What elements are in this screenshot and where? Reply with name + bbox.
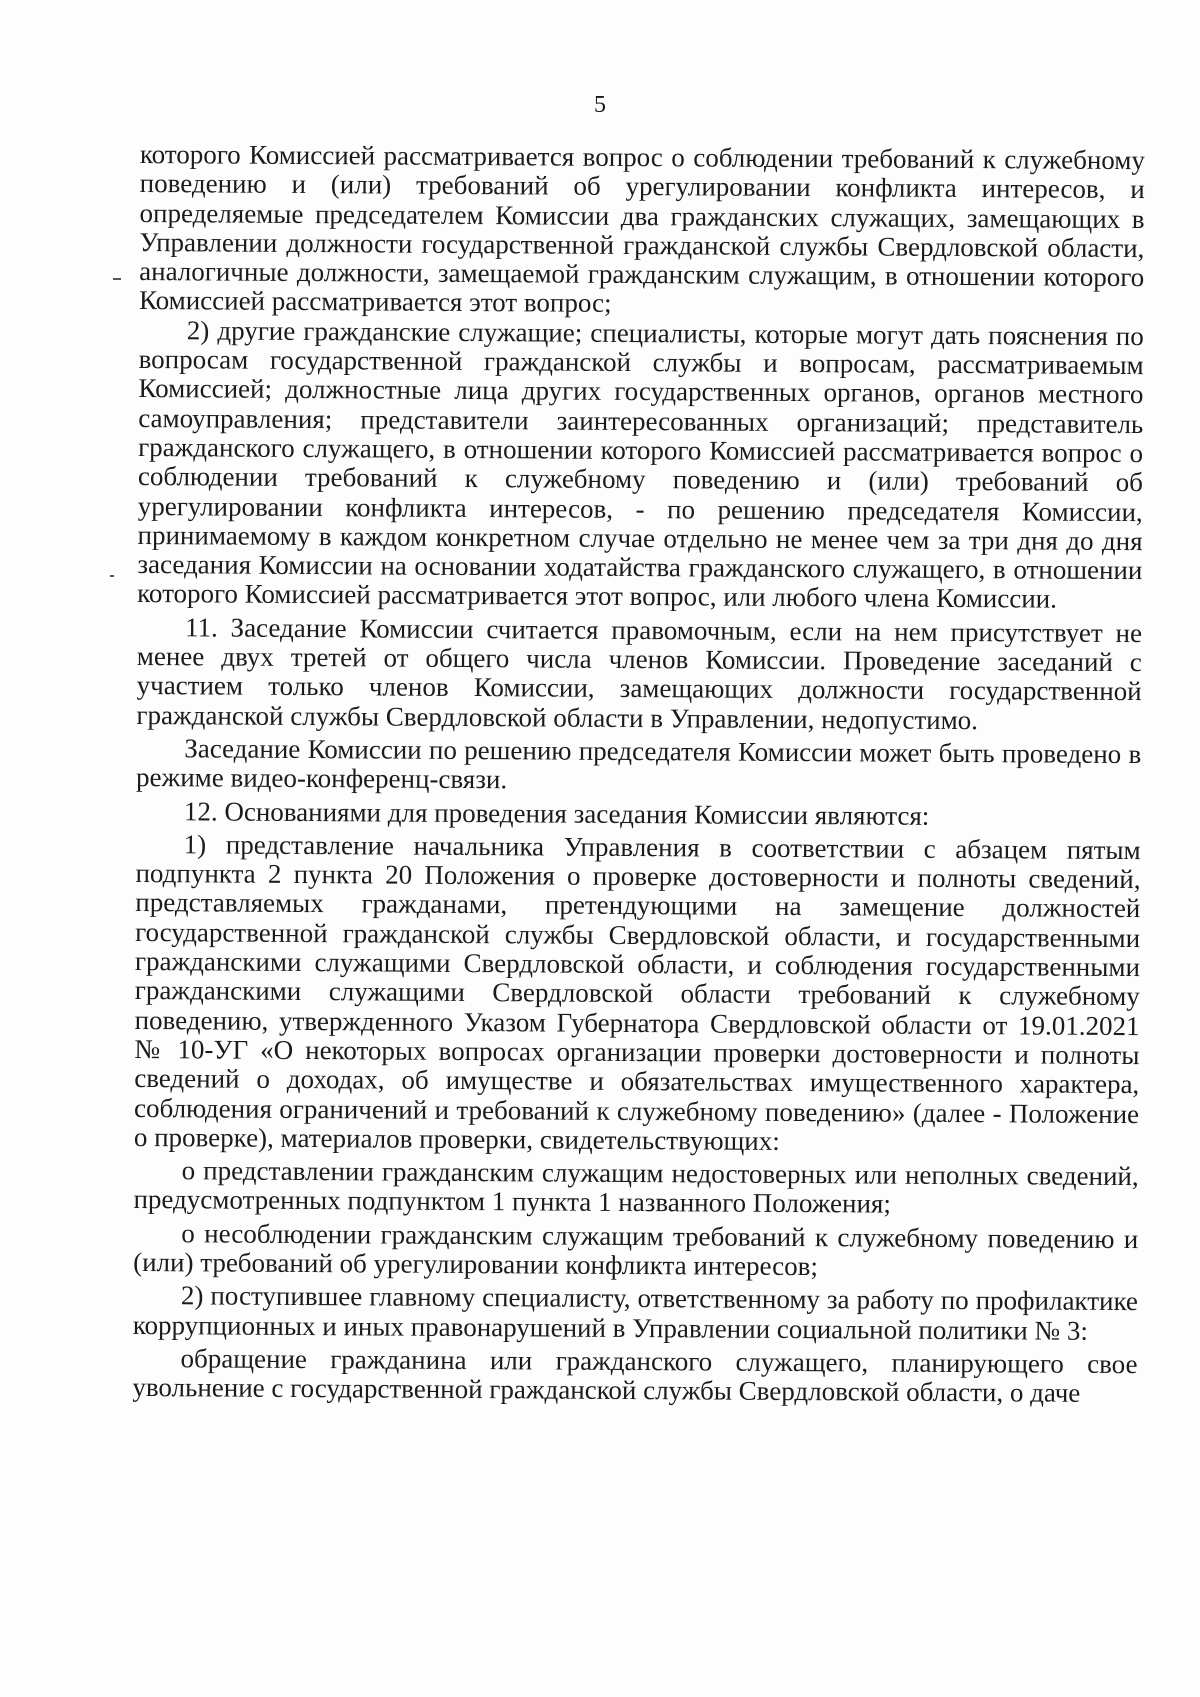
paragraph: 2) другие гражданские служащие; специалисты, которые могут дать пояснения по вопросам государственной гражданской службы и вопросам, рассматриваемым Комиссией; должностные лица других государственных органов, органов местного самоуправления; представители заинтересованных организаций; представитель гражданского служащего, в отношении которого Комиссией рассматривается вопрос о соблюдении требований к служебному поведению и (или) требований об урегулировании конфликта интересов, - по решению председателя Комиссии, принимаемому в каждом конкретном случае отдельно не менее чем за три дня до дня заседания Комиссии на основании ходатайства гражданского служащего, в отношении которого Комиссией рассматривается этот вопрос, или любого члена Комиссии. [137, 315, 1144, 615]
paragraph: 2) поступившее главному специалисту, ответственному за работу по профилактике коррупционных и иных правонарушений в Управлении социальной политики № 3: [132, 1280, 1139, 1346]
paragraph: 1) представление начальника Управления в соответствии с абзацем пятым подпункта 2 пункта 20 Положения о проверке достоверности и полноты сведений, представляемых гражданами, претендующими на замещение должностей государственной гражданской службы Свердловской области, и государственными гражданскими служащими Свердловской области, и соблюдения государственными гражданскими служащими Свердловской области требований к служебному поведению, утвержденного Указом Губернатора Свердловской области от 19.01.2021 № 10-УГ «О некоторых вопросах организации проверки достоверности и полноты сведений о доходах, об имуществе и обязательствах имущественного характера, соблюдения ограничений и требований к служебному поведению» (далее - Положение о проверке), материалов проверки, свидетельствующих: [133, 829, 1141, 1156]
document-body [132, 140, 1145, 1409]
paragraph: о представлении гражданским служащим недостоверных или неполных сведений, предусмотренных подпунктом 1 пункта 1 названного Положения; [133, 1155, 1139, 1219]
paragraph: о несоблюдении гражданским служащим требований к служебному поведению и (или) требований об урегулировании конфликта интересов; [133, 1217, 1139, 1282]
page-number: 5 [594, 92, 606, 118]
paragraph: которого Комиссией рассматривается вопрос о соблюдении требований к служебному поведению и (или) требований об урегулировании конфликта интересов, и определяемые председателем Комиссии два гражданских служащих, замещающих в Управлении должности государственной гражданской службы Свердловской области, аналогичные должности, замещаемой гражданским служащим, в отношении которого Комиссией рассматривается этот вопрос; [138, 139, 1145, 319]
scan-mark [113, 278, 121, 280]
paragraph: обращение гражданина или гражданского служащего, планирующего свое увольнение с государственной гражданской службы Свердловской области, о даче [132, 1343, 1138, 1408]
paragraph: 12. Основаниями для проведения заседания Комиссии являются: [183, 795, 930, 831]
paragraph: 11. Заседание Комиссии считается правомочным, если на нем присутствует не менее двух третей от общего числа членов Комиссии. Проведение заседаний с участием только членов Комиссии, замещающих должности государственной гражданской службы Свердловской области в Управлении, недопустимо. [136, 612, 1143, 735]
scan-mark [110, 575, 114, 577]
paragraph: Заседание Комиссии по решению председателя Комиссии может быть проведено в режиме видео-конференц-связи. [136, 733, 1142, 795]
